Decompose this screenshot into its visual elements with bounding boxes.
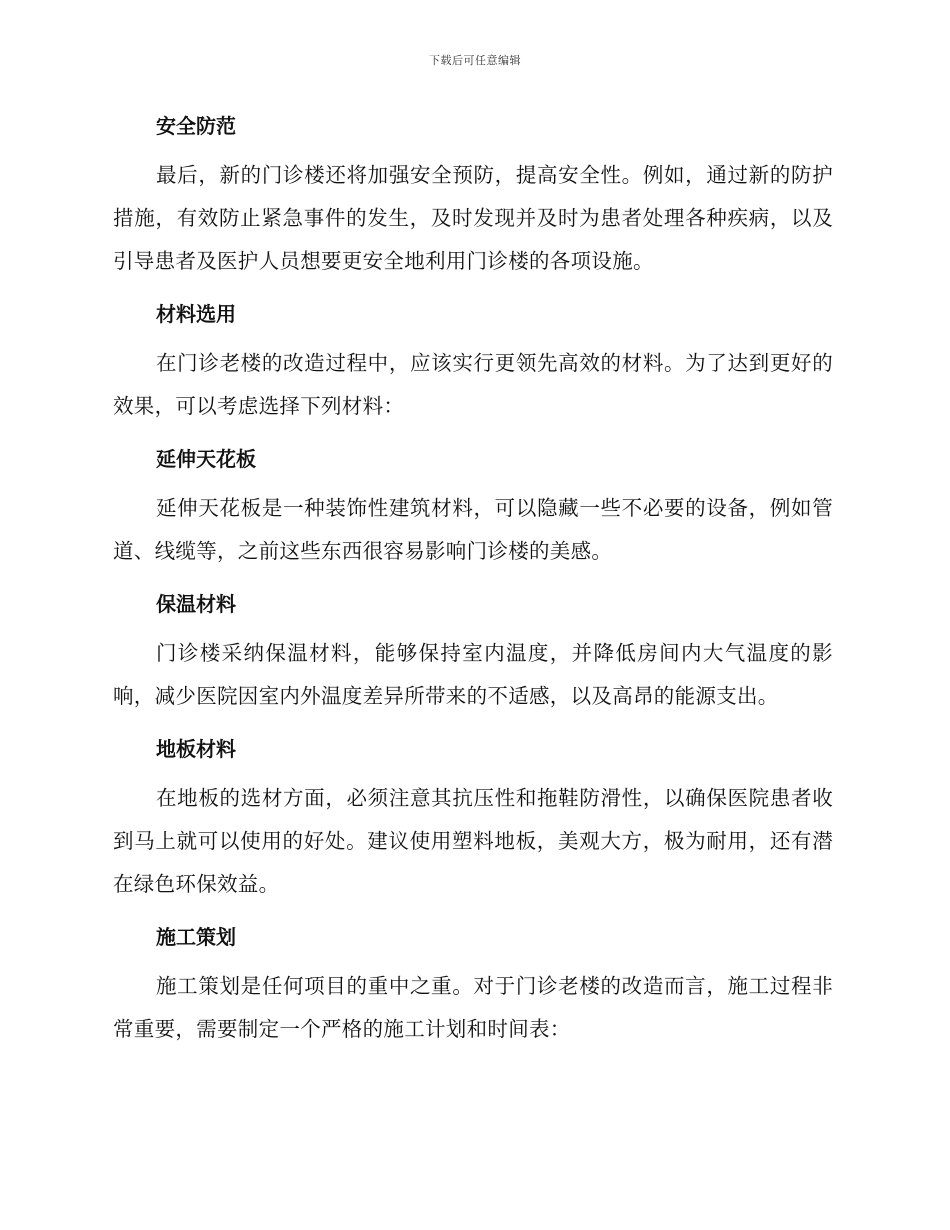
section-heading-safety: 安全防范: [156, 114, 236, 138]
section-paragraph-materials: 在门诊老楼的改造过程中，应该实行更领先高效的材料。为了达到更好的效果，可以考虑选择下列材料：: [113, 351, 833, 418]
section-paragraph-insulation: 门诊楼采纳保温材料，能够保持室内温度，并降低房间内大气温度的影响，减少医院因室内外温度差异所带来的不适感，以及高昂的能源支出。: [113, 641, 833, 708]
section-paragraph-safety: 最后，新的门诊楼还将加强安全预防，提高安全性。例如，通过新的防护措施，有效防止紧急事件的发生，及时发现并及时为患者处理各种疾病，以及引导患者及医护人员想要更安全地利用门诊楼的各项设施。: [113, 163, 833, 273]
section-heading-ceiling: 延伸天花板: [156, 447, 256, 471]
section-paragraph-construction: 施工策划是任何项目的重中之重。对于门诊老楼的改造而言，施工过程非常重要，需要制定一个严格的施工计划和时间表：: [113, 974, 833, 1041]
section-heading-insulation: 保温材料: [156, 592, 236, 616]
section-heading-materials: 材料选用: [156, 302, 236, 326]
document-body: [113, 106, 833, 1062]
section-heading-flooring: 地板材料: [156, 737, 236, 761]
section-paragraph-ceiling: 延伸天花板是一种装饰性建筑材料，可以隐藏一些不必要的设备，例如管道、线缆等，之前这些东西很容易影响门诊楼的美感。: [113, 496, 833, 563]
section-heading-construction: 施工策划: [156, 925, 236, 949]
section-paragraph-flooring: 在地板的选材方面，必须注意其抗压性和拖鞋防滑性，以确保医院患者收到马上就可以使用的好处。建议使用塑料地板，美观大方，极为耐用，还有潜在绿色环保效益。: [113, 786, 833, 896]
header-note: 下载后可任意编辑: [429, 54, 521, 67]
